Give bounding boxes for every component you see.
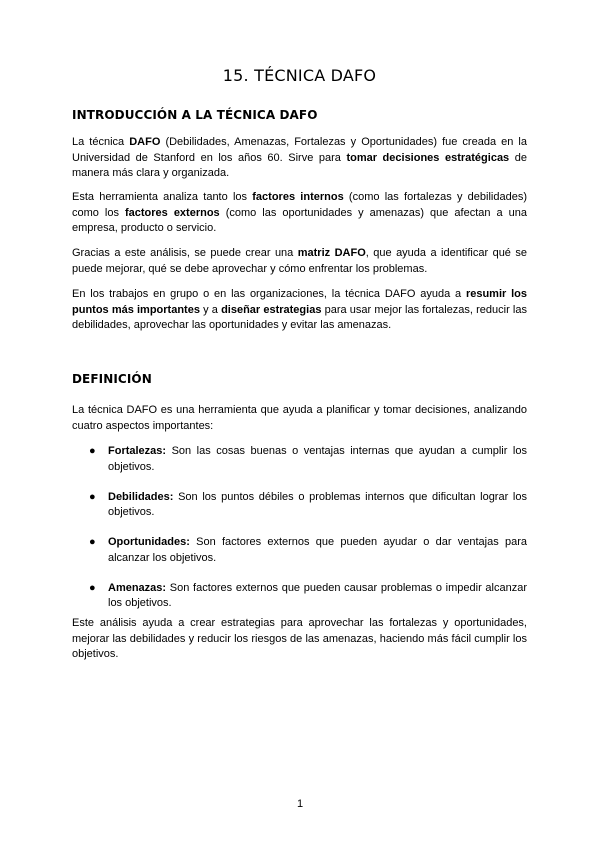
definition-paragraph: La técnica DAFO es una herramienta que ayuda a planificar y tomar decisiones, analizando cuatro aspectos importantes: xyxy=(72,404,527,432)
text-run: , que ayuda a identificar qué se puede mejorar, qué se debe aprovechar y cómo enfrentar los problemas. xyxy=(72,247,527,275)
text-run: La técnica xyxy=(72,136,130,148)
bold-run: factores externos xyxy=(125,206,220,219)
bullet-text: Son factores externos que pueden ayudar o dar ventajas para alcanzar los objetivos. xyxy=(108,536,527,564)
bullet-text: Son factores externos que pueden causar problemas o impedir alcanzar los objetivos. xyxy=(108,581,527,609)
intro-paragraph-4 xyxy=(72,287,527,334)
list-item xyxy=(72,581,527,612)
closing-paragraph: Este análisis ayuda a crear estrategias para aprovechar las fortalezas y oportunidades, mejorar las debilidades y reducir los riesgos de las amenazas, haciendo más fácil cumplir los objetivos. xyxy=(72,617,527,660)
definition-heading: DEFINICIÓN xyxy=(72,372,152,386)
text-run: En los trabajos en grupo o en las organizaciones, la técnica DAFO ayuda a xyxy=(72,288,466,300)
text-run: (Debilidades, Amenazas, Fortalezas y Oportunidades) fue creada en la Universidad de Stanford en los años 60. Sirve para xyxy=(72,136,527,164)
bold-run: matriz DAFO xyxy=(297,247,366,259)
text-run: Esta herramienta analiza tanto los xyxy=(72,191,253,203)
bullet-icon: ● xyxy=(89,536,96,548)
bold-run: factores internos xyxy=(252,191,344,203)
text-run: y a xyxy=(199,303,222,316)
bold-run: diseñar estrategias xyxy=(221,303,322,316)
text-run: Gracias a este análisis, se puede crear una xyxy=(72,247,298,259)
list-item xyxy=(72,444,527,475)
bold-run: resumir los puntos más importantes xyxy=(72,288,527,316)
bullet-term: Fortalezas: xyxy=(108,445,167,457)
text-run: (como las oportunidades y amenazas) que afectan a una empresa, producto o servicio. xyxy=(72,206,527,234)
bullet-icon: ● xyxy=(89,490,96,503)
dafo-aspects-list xyxy=(72,444,527,626)
text-run: de manera más clara y organizada. xyxy=(72,151,527,179)
bold-run: DAFO xyxy=(129,136,161,148)
bullet-text: Son los puntos débiles o problemas internos que dificultan lograr los objetivos. xyxy=(108,490,527,518)
intro-paragraph-2 xyxy=(72,190,527,237)
page-number: 1 xyxy=(296,798,304,810)
bold-run: tomar decisiones estratégicas xyxy=(346,151,510,164)
text-run: para usar mejor las fortalezas, reducir las debilidades, aprovechar las oportunidades y evitar las amenazas. xyxy=(72,303,527,331)
bullet-icon: ● xyxy=(89,445,96,457)
list-item xyxy=(72,490,527,521)
intro-heading: INTRODUCCIÓN A LA TÉCNICA DAFO xyxy=(72,108,318,122)
text-run: (como las fortalezas y debilidades) como los xyxy=(72,191,528,219)
page-title: 15. TÉCNICA DAFO xyxy=(222,66,377,85)
intro-paragraph-1 xyxy=(72,135,527,182)
bullet-term: Debilidades: xyxy=(108,490,174,503)
bullet-icon: ● xyxy=(89,581,96,594)
bullet-text: Son las cosas buenas o ventajas internas que ayudan a cumplir los objetivos. xyxy=(108,445,527,473)
bullet-term: Amenazas: xyxy=(108,581,167,594)
intro-paragraph-3 xyxy=(72,246,527,277)
bullet-term: Oportunidades: xyxy=(108,536,190,548)
list-item xyxy=(72,535,527,566)
